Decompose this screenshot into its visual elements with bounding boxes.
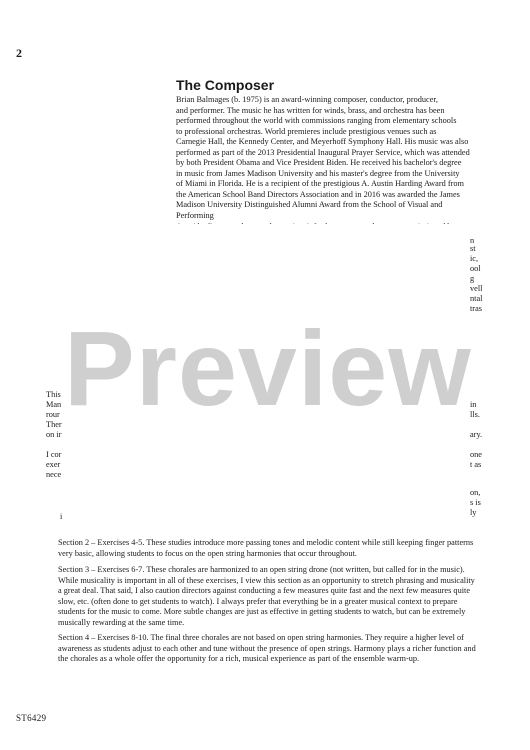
section-paragraph: Section 4 – Exercises 8-10. The final three chorales are not based on open string harmonies. They require a higher level of awareness as students adjust to each other and tune without the presence of open strings. Harmony plays a richer function and the chorales as a whole offer the opportunity for a rich, musical experience as part of the ensemble warm-up. xyxy=(58,633,476,664)
bio-line: Brian Balmages (b. 1975) is an award-winning composer, conductor, producer, xyxy=(176,95,438,104)
text-fragment: i xyxy=(60,512,63,521)
bio-line: performed as part of the 2013 Presidential Inaugural Prayer Service, which was attended xyxy=(176,147,470,157)
text-fragment: ntal xyxy=(470,294,483,303)
text-fragment: one xyxy=(470,450,482,459)
bio-line: Carnegie Hall, the Kennedy Center, and Meyerhoff Symphony Hall. His music was also xyxy=(176,137,469,147)
bio-line: to professional orchestras. World premieres include prestigious venues such as xyxy=(176,126,437,136)
text-fragment: rour xyxy=(46,410,60,419)
text-fragment: on ir xyxy=(46,430,62,439)
text-fragment: exer xyxy=(46,460,61,469)
preview-overlay xyxy=(64,224,472,519)
text-fragment: lls. xyxy=(470,410,480,419)
page-number: 2 xyxy=(16,46,22,60)
text-fragment: in xyxy=(470,400,477,409)
section-paragraph: Section 3 – Exercises 6-7. These chorales are harmonized to an open string drone (not written, but called for in the music). While musicality is important in all of these exercises, I view this section as an opportunity to stretch phrasing and musicality a great deal. That said, I also caution directors against conducting a few measures quite fast and the next few measures quite slow, etc. (often done to get students to watch). I always prefer that everything be in a greater musical context to prepare students for the music to come. More subtle changes are just as effective in getting students to watch, but can be extremely musically rewarding at the same time. xyxy=(58,565,475,627)
bio-line: by both President Obama and Vice President Biden. He received his bachelor's degree xyxy=(176,158,462,168)
text-fragment: nece xyxy=(46,470,62,479)
text-fragment: st xyxy=(470,244,476,253)
text-fragment: Ther xyxy=(46,420,62,429)
text-fragment: g xyxy=(470,274,475,283)
bio-line: performed throughout the world with commissions ranging from elementary schools xyxy=(176,116,457,126)
text-fragment: on, xyxy=(470,488,481,497)
footer-code: ST6429 xyxy=(16,713,47,723)
text-fragment: t as xyxy=(470,460,482,469)
bio-line: and performer. The music he has written for winds, brass, and orchestra has been xyxy=(176,105,445,115)
bio-line: Madison University Distinguished Alumni Award from the School of Visual and Performing xyxy=(176,200,443,221)
text-fragment: Man xyxy=(46,400,62,409)
text-fragment: ic, xyxy=(470,254,479,263)
text-fragment: This xyxy=(46,390,61,399)
text-fragment: ary. xyxy=(470,430,483,439)
section-title: The Composer xyxy=(176,77,275,93)
bio-line: in music from James Madison University and his master's degree from the University xyxy=(176,168,460,178)
text-fragment: n xyxy=(470,236,475,245)
bio-line: of Miami in Florida. He is a recipient of the prestigious A. Austin Harding Award from xyxy=(176,179,464,189)
text-fragment: s is xyxy=(470,498,481,507)
text-fragment: vell xyxy=(470,284,483,293)
text-fragment: ool xyxy=(470,264,481,273)
bio-line: the American School Band Directors Association and in 2016 was awarded the James xyxy=(176,189,460,199)
text-fragment: tras xyxy=(470,304,482,313)
section-paragraph: Section 2 – Exercises 4-5. These studies introduce more passing tones and melodic content while still keeping finger patterns very basic, allowing students to focus on the open string harmonies that occur throughout. xyxy=(58,538,474,558)
text-fragment: I cor xyxy=(46,450,62,459)
text-fragment: ly xyxy=(470,508,477,517)
preview-watermark: Preview xyxy=(64,310,472,428)
